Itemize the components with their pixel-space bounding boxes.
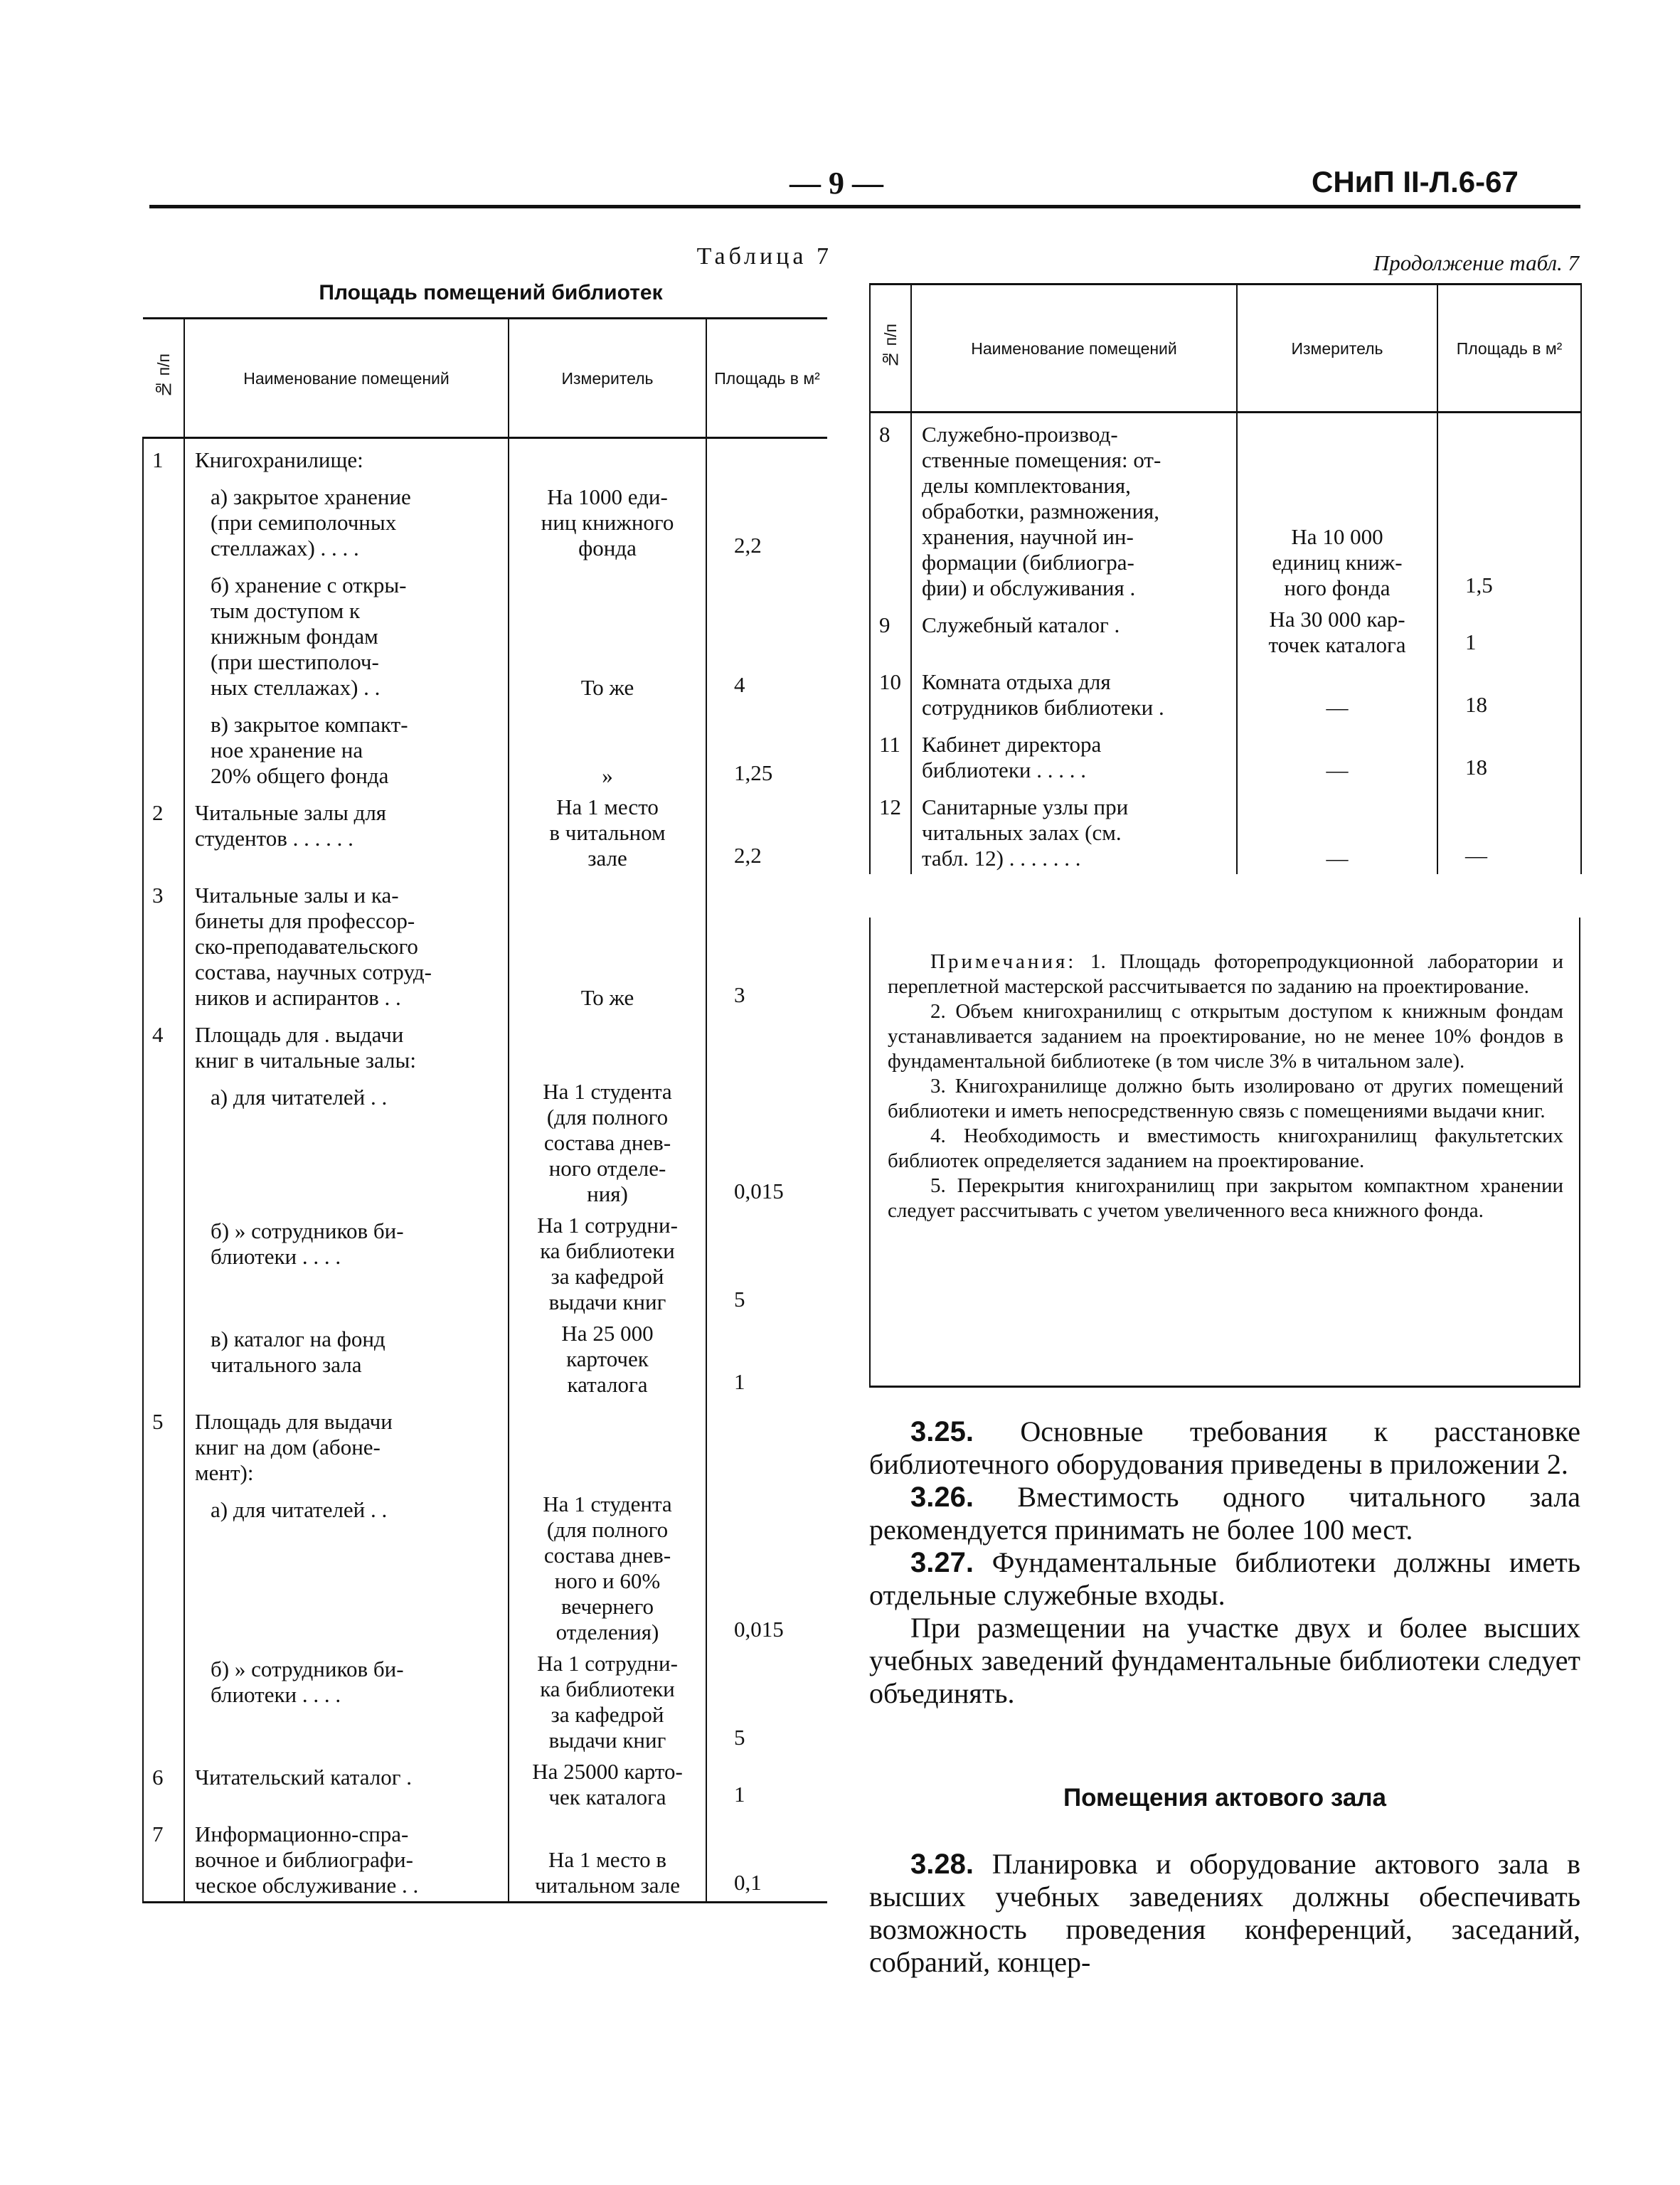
row-number: 7 — [143, 1813, 184, 1903]
table-row — [143, 1210, 827, 1318]
area-value: 18 — [1437, 661, 1581, 723]
measure-cell: То же — [509, 874, 706, 1014]
column-header-area: Площадь в м² — [1437, 285, 1581, 413]
column-header-measure: Измеритель — [509, 319, 706, 438]
column-header-number: № п/п — [870, 285, 911, 413]
note-item: Примечания: 1. Площадь фоторепродукционной лаборатории и переплетной мастерской рассчитывается по заданию на проектирование. — [888, 950, 1563, 998]
note-item: 5. Перекрытия книгохранилищ при закрытом компактном хранении следует рассчитывать с учетом увеличенного веса книжного фонда. — [888, 1174, 1563, 1222]
measure-cell: — — [1237, 661, 1437, 723]
row-number: 8 — [870, 413, 911, 605]
table-row — [143, 476, 827, 564]
measure-cell — [509, 438, 706, 477]
area-value: 4 — [734, 672, 745, 697]
room-name: Санитарные узлы при читальных залах (см. табл. 12) . . . . . . . — [911, 786, 1237, 874]
measure-cell: На 1 место в читальном зале — [509, 1813, 706, 1903]
area-value: 18 — [1437, 723, 1581, 786]
area-value: 0,015 — [734, 1617, 784, 1642]
row-number — [143, 703, 184, 792]
measure-cell: На 30 000 кар- точек каталога — [1237, 604, 1437, 661]
area-value — [706, 1400, 827, 1489]
note-item: 3. Книгохранилище должно быть изолировано от других помещений библиотеки и иметь непосредственную связь с помещениями выдачи книг. — [888, 1075, 1563, 1122]
room-name: Служебно-производ- ственные помещения: от- делы комплектования, обработки, размножения, хранения, научной ин- формации (библиогра- фии) и обслуживания . — [911, 413, 1237, 605]
room-name: в) закрытое компакт- ное хранение на 20% общего фонда — [184, 703, 509, 792]
row-number: 6 — [143, 1756, 184, 1813]
area-value: 2,2 — [734, 533, 762, 558]
table-row — [143, 1400, 827, 1489]
area-value — [706, 1014, 827, 1076]
room-name: Читальные залы и ка- бинеты для профессор- ско-преподавательского состава, научных сотруд- ников и аспирантов . . — [184, 874, 509, 1014]
row-number — [143, 1648, 184, 1756]
column-header-number: № п/п — [143, 319, 184, 438]
table-row — [143, 1318, 827, 1400]
row-number: 9 — [870, 604, 911, 661]
measure-cell: На 1 студента (для полного состава днев- ного и 60% вечернего отделения) — [509, 1489, 706, 1648]
room-name: Служебный каталог . — [911, 604, 1237, 661]
paragraph: При размещении на участке двух и более высших учебных заведений фундаментальные библиотеки следует объединять. — [869, 1612, 1580, 1709]
measure-cell: То же — [509, 564, 706, 703]
paragraph: 3.27. Фундаментальные библиотеки должны иметь отдельные служебные входы. — [869, 1546, 1581, 1611]
measure-cell: — — [1237, 723, 1437, 786]
table-row — [870, 723, 1581, 786]
area-value: 0,015 — [734, 1179, 784, 1203]
area-value: 0,1 — [734, 1870, 762, 1895]
note-item: 2. Объем книгохранилищ с открытым доступом к книжным фондам устанавливается заданием на проектирование, но не менее 10% фондов в фундаментальной библиотеке (в том числе 3% в читальном зале). — [888, 1000, 1563, 1073]
room-name: Комната отдыха для сотрудников библиотеки . — [911, 661, 1237, 723]
row-number — [143, 1489, 184, 1648]
column-header-name: Наименование помещений — [911, 285, 1237, 413]
area-value: 1 — [734, 1782, 745, 1807]
library-areas-table-continued — [869, 283, 1582, 874]
table-notes — [888, 950, 1563, 1223]
table-row — [870, 661, 1581, 723]
row-number: 2 — [143, 792, 184, 874]
measure-cell: » — [509, 703, 706, 792]
measure-cell — [509, 1400, 706, 1489]
measure-cell: На 1 сотрудни- ка библиотеки за кафедрой выдачи книг — [509, 1210, 706, 1318]
area-value: — — [1437, 786, 1581, 874]
section-heading: Помещения актового зала — [1063, 1784, 1387, 1812]
area-value: 2,2 — [734, 843, 762, 868]
row-number: 11 — [870, 723, 911, 786]
measure-cell: На 25000 карто- чек каталога — [509, 1756, 706, 1813]
table-row — [870, 413, 1581, 605]
area-value: 5 — [734, 1287, 745, 1312]
room-name: а) закрытое хранение (при семиполочных стеллажах) . . . . — [184, 476, 509, 564]
room-name: б) » сотрудников би- блиотеки . . . . — [184, 1210, 509, 1318]
table-row — [143, 438, 827, 477]
table-row — [870, 604, 1581, 661]
row-number: 5 — [143, 1400, 184, 1489]
table-row — [143, 1076, 827, 1210]
measure-cell: На 1 место в читальном зале — [509, 792, 706, 874]
room-name: Читальные залы для студентов . . . . . . — [184, 792, 509, 874]
room-name: Читательский каталог . — [184, 1756, 509, 1813]
row-number: 10 — [870, 661, 911, 723]
area-value: 1,5 — [1437, 413, 1581, 605]
area-value: 5 — [734, 1725, 745, 1750]
table-row — [143, 1014, 827, 1076]
table-row — [143, 703, 827, 792]
page-number: — 9 — — [790, 166, 883, 201]
measure-cell — [509, 1014, 706, 1076]
room-name: б) хранение с откры- тым доступом к книжным фондам (при шестиполоч- ных стеллажах) . . — [184, 564, 509, 703]
column-header-measure: Измеритель — [1237, 285, 1437, 413]
note-item: 4. Необходимость и вместимость книгохранилищ факультетских библиотек определяется заданием на проектирование. — [888, 1125, 1563, 1172]
table-row — [143, 1489, 827, 1648]
measure-cell: На 10 000 единиц книж- ного фонда — [1237, 413, 1437, 605]
area-value: 3 — [734, 982, 745, 1007]
row-number: 4 — [143, 1014, 184, 1076]
row-number — [143, 1210, 184, 1318]
room-name: Книгохранилище: — [184, 438, 509, 477]
paragraph: 3.28. Планировка и оборудование актового зала в высших учебных заведениях должны обеспечивать возможность проведения конференций, заседаний, собраний, концер- — [869, 1848, 1580, 1978]
section-paragraph — [869, 1848, 1580, 1979]
document-code: СНиП II-Л.6-67 — [1312, 165, 1519, 198]
table-row — [143, 564, 827, 703]
row-number — [143, 476, 184, 564]
table-row — [870, 786, 1581, 874]
measure-cell: На 1 студента (для полного состава днев- ного отделе- ния) — [509, 1076, 706, 1210]
area-value: 1 — [1437, 604, 1581, 661]
paragraph: 3.26. Вместимость одного читального зала рекомендуется принимать не более 100 мест. — [869, 1481, 1581, 1546]
body-paragraphs — [869, 1415, 1580, 1710]
measure-cell: На 1000 еди- ниц книжного фонда — [509, 476, 706, 564]
measure-cell: На 1 сотрудни- ка библиотеки за кафедрой выдачи книг — [509, 1648, 706, 1756]
row-number: 3 — [143, 874, 184, 1014]
library-areas-table — [142, 317, 827, 1903]
room-name: а) для читателей . . — [184, 1489, 509, 1648]
room-name: Кабинет директора библиотеки . . . . . — [911, 723, 1237, 786]
table-row — [143, 874, 827, 1014]
paragraph: 3.25. Основные требования к расстановке библиотечного оборудования приведены в приложении 2. — [869, 1415, 1580, 1480]
room-name: а) для читателей . . — [184, 1076, 509, 1210]
table-row — [143, 1648, 827, 1756]
room-name: б) » сотрудников би- блиотеки . . . . — [184, 1648, 509, 1756]
area-value: 1,25 — [734, 760, 773, 785]
table-row — [143, 1756, 827, 1813]
measure-cell: — — [1237, 786, 1437, 874]
room-name: в) каталог на фонд читального зала — [184, 1318, 509, 1400]
room-name: Площадь для . выдачи книг в читальные залы: — [184, 1014, 509, 1076]
room-name: Информационно-спра- вочное и библиографи- ческое обслуживание . . — [184, 1813, 509, 1903]
row-number — [143, 564, 184, 703]
table-row — [143, 792, 827, 874]
table-title: Площадь помещений библиотек — [319, 281, 663, 304]
column-header-area: Площадь в м² — [706, 319, 827, 438]
area-value: 1 — [734, 1369, 745, 1394]
room-name: Площадь для выдачи книг на дом (абоне- мент): — [184, 1400, 509, 1489]
table-row — [143, 1813, 827, 1903]
row-number: 1 — [143, 438, 184, 477]
row-number — [143, 1076, 184, 1210]
header-rule — [149, 205, 1580, 208]
table-caption: Таблица 7 — [696, 243, 832, 270]
row-number — [143, 1318, 184, 1400]
measure-cell: На 25 000 карточек каталога — [509, 1318, 706, 1400]
column-header-name: Наименование помещений — [184, 319, 509, 438]
table-continuation-caption: Продолжение табл. 7 — [1373, 250, 1579, 275]
row-number: 12 — [870, 786, 911, 874]
area-value — [706, 438, 827, 477]
